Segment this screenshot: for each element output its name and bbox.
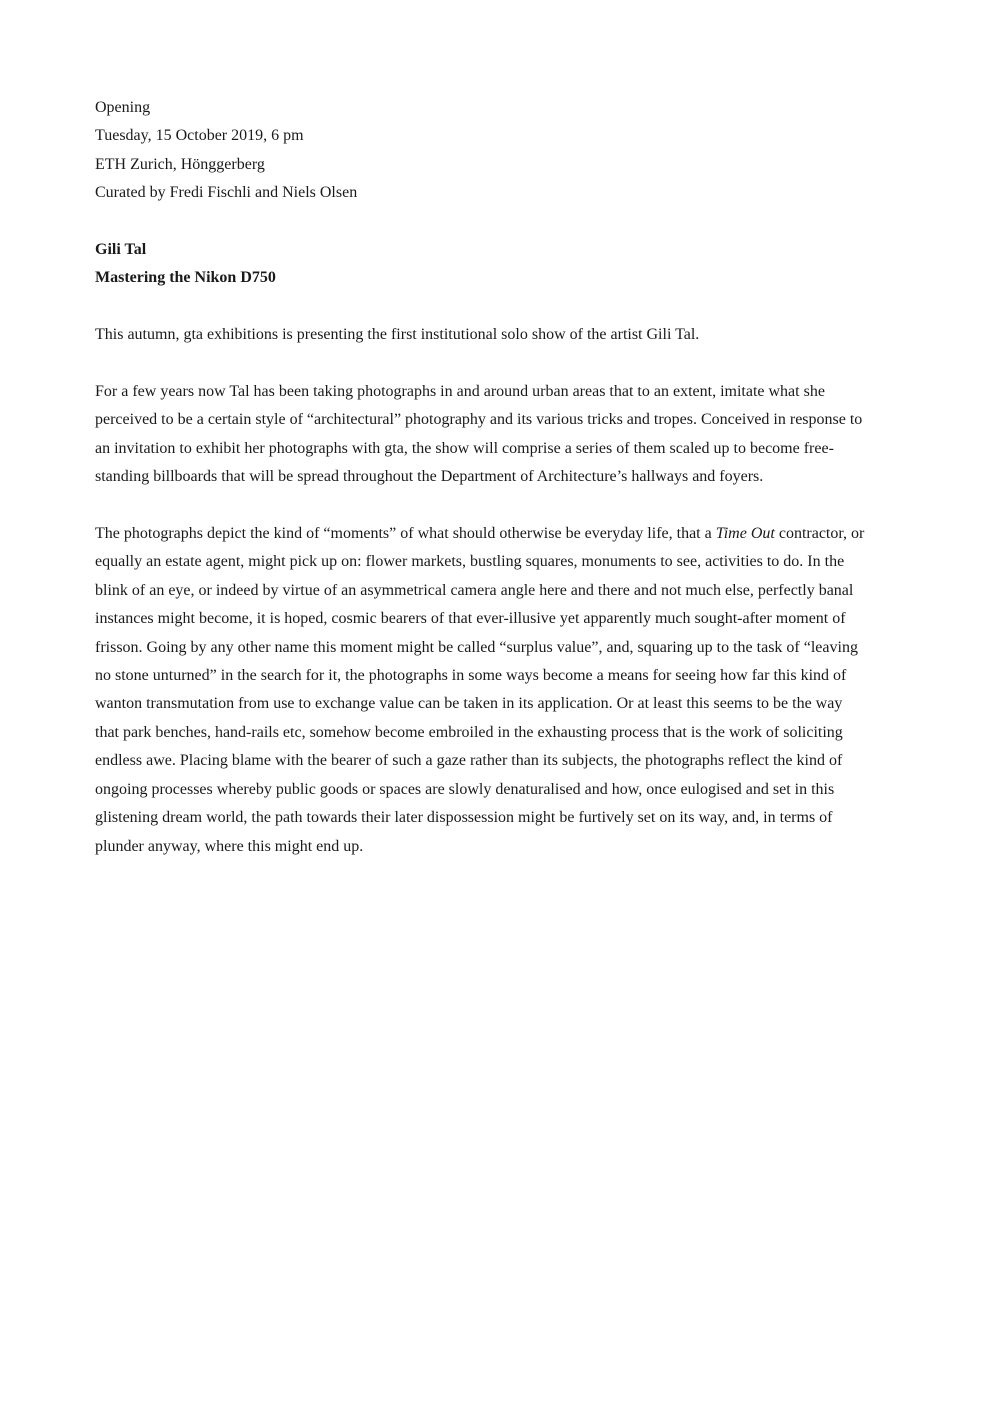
spacer (95, 293, 910, 321)
intro-paragraph (95, 321, 910, 349)
paragraph-3 (95, 520, 910, 861)
paragraph-line: that park benches, hand-rails etc, somehow become embroiled in the exhausting process that is the work of soliciting (95, 723, 843, 741)
paragraph-line: standing billboards that will be spread throughout the Department of Architecture’s hallways and foyers. (95, 468, 764, 486)
paragraph-line: an invitation to exhibit her photographs with gta, the show will comprise a series of them scaled up to become free- (95, 439, 834, 457)
paragraph-line (95, 520, 910, 548)
paragraph-line: ongoing processes whereby public goods or spaces are slowly denaturalised and how, once eulogised and set in this (95, 780, 835, 798)
paragraph-2 (95, 378, 910, 492)
spacer (95, 492, 910, 520)
artist-name: Gili Tal (95, 241, 147, 259)
exhibition-title: Mastering the Nikon D750 (95, 269, 276, 287)
paragraph-line: For a few years now Tal has been taking photographs in and around urban areas that to an extent, imitate what she (95, 383, 825, 401)
paragraph-line: perceived to be a certain style of “architectural” photography and its various tricks and tropes. Conceived in response to (95, 411, 863, 429)
exhibition-heading (95, 236, 910, 293)
line-text-start: The photographs depict the kind of “moments” of what should otherwise be everyday life, that a (95, 525, 716, 543)
event-info (95, 94, 910, 208)
paragraph-line: blink of an eye, or indeed by virtue of an asymmetrical camera angle here and there and not much else, perfectly banal (95, 581, 854, 599)
paragraph-line: endless awe. Placing blame with the bearer of such a gaze rather than its subjects, the photographs reflect the kind of (95, 752, 843, 770)
line-text-end: contractor, or (774, 525, 865, 543)
paragraph-line: frisson. Going by any other name this moment might be called “surplus value”, and, squaring up to the task of “leaving (95, 638, 858, 656)
paragraph-line: equally an estate agent, might pick up on: flower markets, bustling squares, monuments to see, activities to do. In the (95, 553, 845, 571)
event-date: Tuesday, 15 October 2019, 6 pm (95, 127, 304, 145)
spacer (95, 350, 910, 378)
event-curators: Curated by Fredi Fischli and Niels Olsen (95, 184, 358, 202)
event-location: ETH Zurich, Hönggerberg (95, 155, 265, 173)
press-release-page (95, 94, 910, 861)
paragraph-line: no stone unturned” in the search for it, the photographs in some ways become a means for seeing how far this kind of (95, 667, 847, 685)
publication-name: Time Out (715, 525, 775, 543)
paragraph-line: glistening dream world, the path towards their later dispossession might be furtively set on its way, and, in terms of (95, 809, 833, 827)
spacer (95, 208, 910, 236)
intro-text: This autumn, gta exhibitions is presenting the first institutional solo show of the artist Gili Tal. (95, 326, 700, 344)
paragraph-line: wanton transmutation from use to exchange value can be taken in its application. Or at least this seems to be the way (95, 695, 843, 713)
paragraph-line: plunder anyway, where this might end up. (95, 837, 364, 855)
paragraph-line: instances might become, it is hoped, cosmic bearers of that ever-illusive yet apparently much sought-after moment of (95, 610, 846, 628)
event-label: Opening (95, 99, 151, 116)
